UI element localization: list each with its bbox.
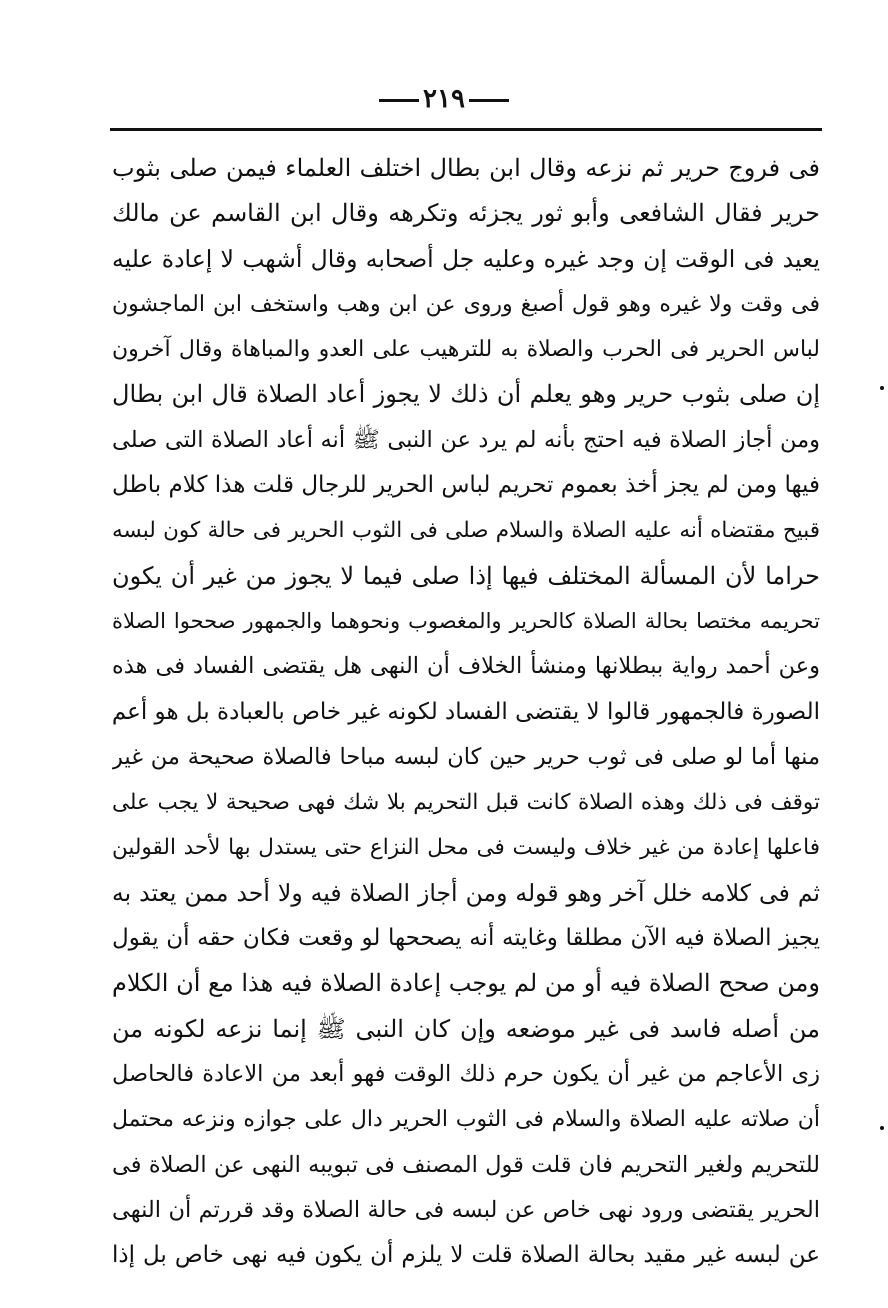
text-line: حراما لأن المسألة المختلف فيها إذا صلى فيما لا يجوز من غير أن يكون [112, 561, 820, 590]
text-line: لباس الحرير فى الحرب والصلاة به للترهيب على العدو والمباهاة وقال آخرون [112, 337, 820, 363]
header-dash-right [469, 99, 509, 102]
text-line: قبيح مقتضاه أنه عليه الصلاة والسلام صلى فى الثوب الحرير فى حالة كون لبسه [112, 518, 820, 544]
text-line: ومن صحح الصلاة فيه أو من لم يوجب إعادة الصلاة فيه هذا مع أن الكلام [112, 969, 820, 998]
text-line: ثم فى كلامه خلل آخر وهو قوله ومن أجاز الصلاة فيه ولا أحد ممن يعتد به [112, 878, 820, 907]
text-line: توقف فى ذلك وهذه الصلاة كانت قبل التحريم بلا شك فهى صحيحة لا يجب على [112, 790, 820, 816]
header-dash-left [379, 99, 419, 102]
text-line: أن صلاته عليه الصلاة والسلام فى الثوب الحرير دال على جوازه ونزعه محتمل [112, 1107, 820, 1133]
body-text [112, 146, 820, 1278]
text-line: من أصله فاسد فى غير موضعه وإن كان النبى ﷺ إنما نزعه لكونه من [112, 1014, 820, 1043]
page-number: ٢١٩ [423, 84, 465, 114]
text-line: فى وقت ولا غيره وهو قول أصبغ وروى عن ابن وهب واستخف ابن الماجشون [112, 291, 820, 317]
text-line: فاعلها إعادة من غير خلاف وليست فى محل النزاع حتى يستدل بها لأحد القولين [112, 835, 820, 861]
text-line: إن صلى بثوب حرير وهو يعلم أن ذلك لا يجوز أعاد الصلاة قال ابن بطال [112, 380, 820, 409]
text-line: يعيد فى الوقت إن وجد غيره وعليه جل أصحابه وقال أشهب لا إعادة عليه [112, 244, 820, 273]
margin-speck [880, 1126, 884, 1130]
text-line: عن لبسه غير مقيد بحالة الصلاة قلت لا يلزم أن يكون فيه نهى خاص بل إذا [112, 1242, 820, 1269]
text-line: يجيز الصلاة فيه الآن مطلقا وغايته أنه يصححها لو وقعت فكان حقه أن يقول [112, 925, 820, 952]
text-line: حرير فقال الشافعى وأبو ثور يجزئه وتكرهه وقال ابن القاسم عن مالك [112, 199, 820, 228]
header-rule [110, 128, 822, 131]
text-line: فى فروج حرير ثم نزعه وقال ابن بطال اختلف العلماء فيمن صلى بثوب [112, 154, 820, 182]
text-line: للتحريم ولغير التحريم فان قلت قول المصنف فى تبويبه النهى عن الصلاة فى [112, 1151, 820, 1178]
text-line: تحريمه مختصا بحالة الصلاة كالحرير والمغصوب ونحوهما والجمهور صححوا الصلاة [112, 608, 820, 633]
text-line: فيها ومن لم يجز أخذ بعموم تحريم لباس الحرير للرجال قلت هذا كلام باطل [112, 472, 820, 499]
text-line: الصورة فالجمهور قالوا لا يقتضى الفساد لكونه غير خاص بالعبادة بل هو أعم [112, 698, 820, 725]
text-line: منها أما لو صلى فى ثوب حرير حين كان لبسه مباحا فالصلاة صحيحة من غير [112, 743, 820, 770]
text-line: وعن أحمد رواية ببطلانها ومنشأ الخلاف أن النهى هل يقتضى الفساد فى هذه [112, 653, 820, 680]
text-line: الحرير يقتضى ورود نهى خاص عن لبسه فى حالة الصلاة وقد قررتم أن النهى [112, 1196, 820, 1223]
margin-speck [880, 386, 884, 390]
page-number-header [0, 84, 888, 114]
text-line: ومن أجاز الصلاة فيه احتج بأنه لم يرد عن النبى ﷺ أنه أعاد الصلاة التى صلى [112, 426, 820, 453]
text-line: زى الأعاجم من غير أن يكون حرم ذلك الوقت فهو أبعد من الاعادة فالحاصل [112, 1060, 820, 1087]
